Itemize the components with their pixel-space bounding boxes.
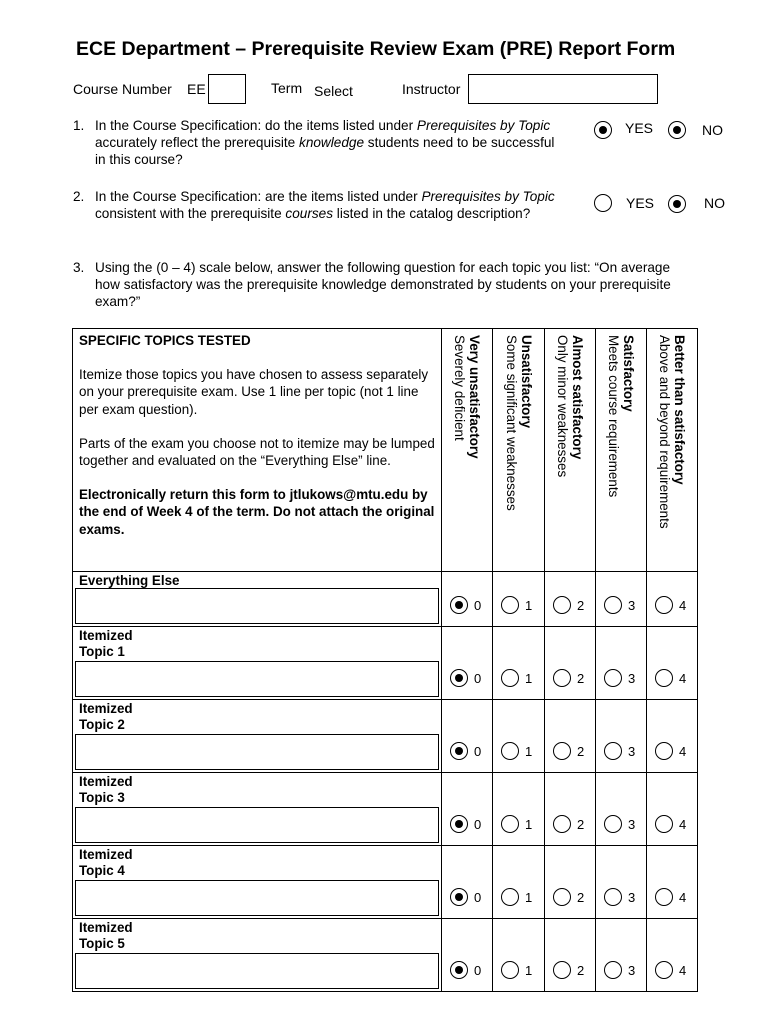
topic-label-line2: Topic 5: [79, 936, 125, 951]
topic-label-line1: Itemized: [79, 628, 133, 643]
rating-cell: [442, 773, 493, 846]
topic-label: [73, 846, 441, 879]
rating-digit: 1: [525, 890, 533, 905]
rating-digit: 0: [474, 963, 482, 978]
scale-title: Unsatisfactory: [518, 335, 534, 429]
rating-cell: [545, 919, 596, 992]
topics-description-cell: [73, 329, 442, 572]
rating-digit: 0: [474, 671, 482, 686]
scale-subtitle: Only minor weaknesses: [555, 335, 570, 478]
rating-radio-4[interactable]: [655, 669, 673, 687]
rating-digit: 4: [679, 598, 687, 613]
question-2: [73, 188, 593, 243]
rating-cell: [647, 919, 698, 992]
rating-cell: [545, 700, 596, 773]
rating-digit: 4: [679, 963, 687, 978]
rating-radio-1[interactable]: [501, 961, 519, 979]
rating-cell: [647, 700, 698, 773]
topic-label: [73, 572, 441, 589]
q2-yes-label: YES: [626, 195, 655, 211]
rating-cell: [493, 846, 545, 919]
rating-cell: [493, 627, 545, 700]
rating-cell: [647, 773, 698, 846]
rating-digit: 4: [679, 890, 687, 905]
rating-radio-2[interactable]: [553, 888, 571, 906]
rating-cell: [596, 700, 647, 773]
rating-cell: [647, 627, 698, 700]
topic-label: [73, 627, 441, 660]
topics-instructions-2: Parts of the exam you choose not to itemize may be lumped together and evaluated on the “Everything Else” line.: [79, 435, 435, 469]
course-prefix: EE: [187, 81, 206, 97]
rating-cell: [493, 572, 545, 627]
rating-cell: [545, 572, 596, 627]
rating-radio-1[interactable]: [501, 742, 519, 760]
scale-header-1: [493, 329, 545, 572]
return-instructions: Electronically return this form to jtlukows@mtu.edu by the end of Week 4 of the term. Do not attach the original exams.: [79, 487, 435, 537]
rating-radio-3[interactable]: [604, 669, 622, 687]
topic-cell: [73, 572, 442, 627]
topics-heading: SPECIFIC TOPICS TESTED: [79, 333, 251, 348]
rating-digit: 3: [628, 744, 636, 759]
q1-no-label: NO: [702, 122, 723, 138]
topic-input[interactable]: [75, 807, 439, 843]
scale-header-0: [442, 329, 493, 572]
topic-cell: [73, 700, 442, 773]
rating-cell: [596, 919, 647, 992]
rating-digit: 3: [628, 671, 636, 686]
rating-digit: 2: [577, 817, 585, 832]
question-1: [73, 117, 593, 172]
rating-radio-3[interactable]: [604, 888, 622, 906]
instructor-label: Instructor: [402, 81, 461, 97]
course-number-field[interactable]: [208, 74, 246, 104]
rating-radio-0[interactable]: [450, 742, 468, 760]
rating-digit: 4: [679, 744, 687, 759]
q2-no-radio[interactable]: [668, 195, 686, 213]
topic-label-line1: Everything Else: [79, 573, 180, 588]
topics-rating-table: [72, 328, 698, 992]
scale-header-2: [545, 329, 596, 572]
scale-subtitle: Meets course requirements: [606, 335, 621, 498]
rating-digit: 4: [679, 817, 687, 832]
scale-title: Better than satisfactory: [672, 335, 687, 485]
scale-header-4: [647, 329, 698, 572]
table-row: [73, 572, 698, 627]
term-label: Term: [271, 80, 303, 96]
rating-cell: [596, 773, 647, 846]
rating-digit: 3: [628, 890, 636, 905]
rating-radio-3[interactable]: [604, 596, 622, 614]
rating-radio-0[interactable]: [450, 888, 468, 906]
rating-radio-1[interactable]: [501, 669, 519, 687]
topic-input[interactable]: [75, 953, 439, 989]
header-row: [73, 78, 673, 108]
topic-cell: [73, 627, 442, 700]
rating-radio-4[interactable]: [655, 742, 673, 760]
table-row: [73, 846, 698, 919]
rating-cell: [596, 846, 647, 919]
rating-digit: 2: [577, 598, 585, 613]
scale-title: Satisfactory: [621, 335, 636, 412]
rating-cell: [647, 572, 698, 627]
topic-label-line1: Itemized: [79, 774, 133, 789]
rating-radio-2[interactable]: [553, 815, 571, 833]
topic-input[interactable]: [75, 734, 439, 770]
instructor-field[interactable]: [468, 74, 658, 104]
rating-radio-0[interactable]: [450, 669, 468, 687]
rating-cell: [545, 846, 596, 919]
rating-digit: 2: [577, 671, 585, 686]
rating-cell: [647, 846, 698, 919]
rating-cell: [596, 627, 647, 700]
q2-yes-radio[interactable]: [594, 194, 612, 212]
scale-subtitle: Severely deficient: [452, 335, 467, 441]
table-row: [73, 919, 698, 992]
table-row: [73, 773, 698, 846]
rating-radio-1[interactable]: [501, 596, 519, 614]
topic-cell: [73, 846, 442, 919]
rating-radio-2[interactable]: [553, 961, 571, 979]
rating-radio-3[interactable]: [604, 961, 622, 979]
q1-yes-label: YES: [625, 120, 654, 136]
topic-label-line1: Itemized: [79, 847, 133, 862]
rating-radio-1[interactable]: [501, 888, 519, 906]
topic-label-line2: Topic 2: [79, 717, 125, 732]
rating-digit: 1: [525, 817, 533, 832]
question-text: In the Course Specification: are the items listed under Prerequisites by Topic consistent with the prerequisite courses listed in the catalog description?: [95, 189, 555, 221]
rating-radio-2[interactable]: [553, 596, 571, 614]
scale-header-3: [596, 329, 647, 572]
rating-radio-3[interactable]: [604, 742, 622, 760]
rating-cell: [493, 919, 545, 992]
rating-cell: [442, 846, 493, 919]
question-text: In the Course Specification: do the items listed under Prerequisites by Topic accurately reflect the prerequisite knowledge students need to be successful in this course?: [95, 118, 555, 167]
rating-cell: [596, 572, 647, 627]
topic-input[interactable]: [75, 588, 439, 624]
topic-label: [73, 773, 441, 806]
topic-label-line1: Itemized: [79, 701, 133, 716]
topic-input[interactable]: [75, 661, 439, 697]
rating-digit: 2: [577, 744, 585, 759]
topic-cell: [73, 773, 442, 846]
rating-radio-0[interactable]: [450, 596, 468, 614]
rating-cell: [442, 572, 493, 627]
rating-radio-4[interactable]: [655, 888, 673, 906]
q1-yes-radio[interactable]: [594, 121, 612, 139]
rating-digit: 0: [474, 744, 482, 759]
rating-cell: [493, 700, 545, 773]
q1-no-radio[interactable]: [668, 121, 686, 139]
question-text: Using the (0 – 4) scale below, answer the following question for each topic you list: “On average how satisfactory was the prerequisite knowledge demonstrated by students on your prerequisite exam?”: [95, 260, 671, 309]
topic-cell: [73, 919, 442, 992]
scale-subtitle: Some significant weaknesses: [503, 335, 519, 511]
rating-digit: 3: [628, 817, 636, 832]
rating-digit: 1: [525, 744, 533, 759]
rating-digit: 0: [474, 817, 482, 832]
rating-digit: 3: [628, 963, 636, 978]
rating-cell: [493, 773, 545, 846]
rating-cell: [442, 919, 493, 992]
topic-label: [73, 700, 441, 733]
table-header-row: [73, 329, 698, 572]
rating-digit: 2: [577, 890, 585, 905]
rating-cell: [442, 700, 493, 773]
rating-digit: 4: [679, 671, 687, 686]
rating-cell: [545, 627, 596, 700]
rating-radio-3[interactable]: [604, 815, 622, 833]
page-title: ECE Department – Prerequisite Review Exam (PRE) Report Form: [76, 38, 676, 60]
rating-radio-0[interactable]: [450, 961, 468, 979]
rating-radio-4[interactable]: [655, 596, 673, 614]
scale-subtitle: Above and beyond requirements: [657, 335, 672, 529]
rating-cell: [545, 773, 596, 846]
table-row: [73, 700, 698, 773]
rating-radio-2[interactable]: [553, 742, 571, 760]
topic-label-line2: Topic 1: [79, 644, 125, 659]
question-number: 2.: [73, 189, 85, 204]
topic-input[interactable]: [75, 880, 439, 916]
table-row: [73, 627, 698, 700]
question-number: 3.: [73, 260, 85, 275]
rating-digit: 2: [577, 963, 585, 978]
question-3: [73, 259, 693, 314]
topic-label-line1: Itemized: [79, 920, 133, 935]
course-number-label: Course Number: [73, 81, 172, 97]
scale-title: Almost satisfactory: [570, 335, 585, 460]
rating-radio-4[interactable]: [655, 961, 673, 979]
term-select[interactable]: Select: [314, 83, 353, 99]
topic-label: [73, 919, 441, 952]
rating-radio-0[interactable]: [450, 815, 468, 833]
topics-instructions-1: Itemize those topics you have chosen to assess separately on your prerequisite exam. Use 1 line per topic (not 1 line per exam question).: [79, 367, 429, 417]
rating-radio-2[interactable]: [553, 669, 571, 687]
rating-digit: 1: [525, 671, 533, 686]
rating-digit: 0: [474, 890, 482, 905]
rating-digit: 1: [525, 598, 533, 613]
rating-digit: 1: [525, 963, 533, 978]
scale-title: Very unsatisfactory: [467, 335, 482, 459]
rating-cell: [442, 627, 493, 700]
rating-digit: 3: [628, 598, 636, 613]
q2-no-label: NO: [704, 195, 725, 211]
topic-label-line2: Topic 4: [79, 863, 125, 878]
rating-radio-1[interactable]: [501, 815, 519, 833]
question-number: 1.: [73, 118, 85, 133]
rating-digit: 0: [474, 598, 482, 613]
rating-radio-4[interactable]: [655, 815, 673, 833]
topic-label-line2: Topic 3: [79, 790, 125, 805]
